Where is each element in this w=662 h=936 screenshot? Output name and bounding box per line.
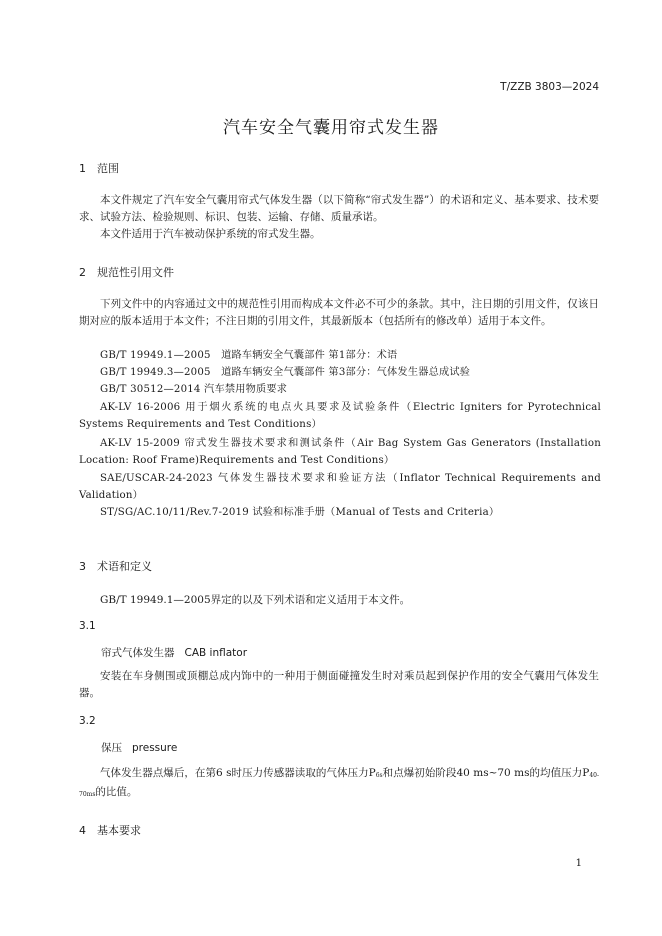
reference-item: GB/T 30512—2014 汽车禁用物质要求 bbox=[100, 384, 288, 395]
term-chinese: 保压 bbox=[101, 742, 122, 754]
reference-item: GB/T 19949.1—2005 道路车辆安全气囊部件 第1部分：术语 bbox=[100, 350, 398, 361]
section-number: 2 bbox=[79, 266, 86, 279]
section-heading-scope bbox=[79, 160, 119, 176]
definition-text: 气体发生器点爆后，在第6 s时压力传感器读取的气体压力P bbox=[100, 767, 376, 779]
term-chinese: 帘式气体发生器 bbox=[101, 647, 175, 659]
term-definition: 安装在车身侧围或顶棚总成内饰中的一种用于侧面碰撞发生时对乘员起到保护作用的安全气囊用气体发生器。 bbox=[79, 670, 599, 699]
reference-item: AK-LV 16-2006 用于烟火系统的电点火具要求及试验条件（Electric Igniters for Pyrotechnical Systems Requirements and Test Conditions） bbox=[79, 402, 601, 430]
definition-text: 和点爆初始阶段40 ms~70 ms的均值压力P bbox=[382, 767, 590, 779]
term-english: pressure bbox=[132, 742, 178, 754]
reference-item: ST/SG/AC.10/11/Rev.7-2019 试验和标准手册（Manual of Tests and Criteria） bbox=[100, 507, 500, 518]
section-title: 范围 bbox=[97, 162, 119, 175]
subscript: 40-70ms bbox=[79, 772, 599, 798]
reference-item: SAE/USCAR-24-2023 气体发生器技术要求和验证方法（Inflator Technical Requirements and Validation） bbox=[79, 473, 601, 501]
document-number: T/ZZB 3803—2024 bbox=[500, 81, 599, 93]
section-heading-normative bbox=[79, 264, 174, 280]
definition-text: 的比值。 bbox=[95, 786, 138, 798]
scope-paragraph: 本文件规定了汽车安全气囊用帘式气体发生器（以下简称“帘式发生器”）的术语和定义、基本要求、技术要求、试验方法、检验规则、标识、包装、运输、存储、质量承诺。 bbox=[79, 194, 599, 223]
term-entry bbox=[101, 645, 247, 660]
term-entry bbox=[101, 740, 177, 755]
section-number: 4 bbox=[79, 824, 86, 837]
terms-intro: GB/T 19949.1—2005界定的以及下列术语和定义适用于本文件。 bbox=[100, 594, 411, 606]
subscript: 6s bbox=[375, 772, 383, 779]
reference-item: AK-LV 15-2009 帘式发生器技术要求和测试条件（Air Bag System Gas Generators (Installation Location: Roof Frame)Requirements and Test Conditions） bbox=[79, 438, 601, 466]
term-english: CAB inflator bbox=[184, 647, 248, 659]
section-heading-basic-requirements bbox=[79, 822, 141, 838]
clause-number: 3.2 bbox=[79, 715, 96, 727]
page-number: 1 bbox=[575, 858, 582, 869]
section-number: 3 bbox=[79, 560, 86, 573]
reference-item: GB/T 19949.3—2005 道路车辆安全气囊部件 第3部分：气体发生器总成试验 bbox=[100, 367, 471, 378]
clause-number: 3.1 bbox=[79, 620, 96, 632]
section-number: 1 bbox=[79, 162, 86, 175]
section-title: 基本要求 bbox=[97, 824, 141, 837]
section-title: 规范性引用文件 bbox=[97, 266, 174, 279]
normative-intro: 下列文件中的内容通过文中的规范性引用而构成本文件必不可少的条款。其中，注日期的引用文件，仅该日期对应的版本适用于本文件；不注日期的引用文件，其最新版本（包括所有的修改单）适用于本文件。 bbox=[79, 298, 599, 327]
document-title: 汽车安全气囊用帘式发生器 bbox=[223, 118, 439, 138]
term-definition bbox=[79, 765, 599, 803]
section-title: 术语和定义 bbox=[97, 560, 152, 573]
scope-applicability: 本文件适用于汽车被动保护系统的帘式发生器。 bbox=[100, 228, 321, 240]
section-heading-terms bbox=[79, 558, 152, 574]
